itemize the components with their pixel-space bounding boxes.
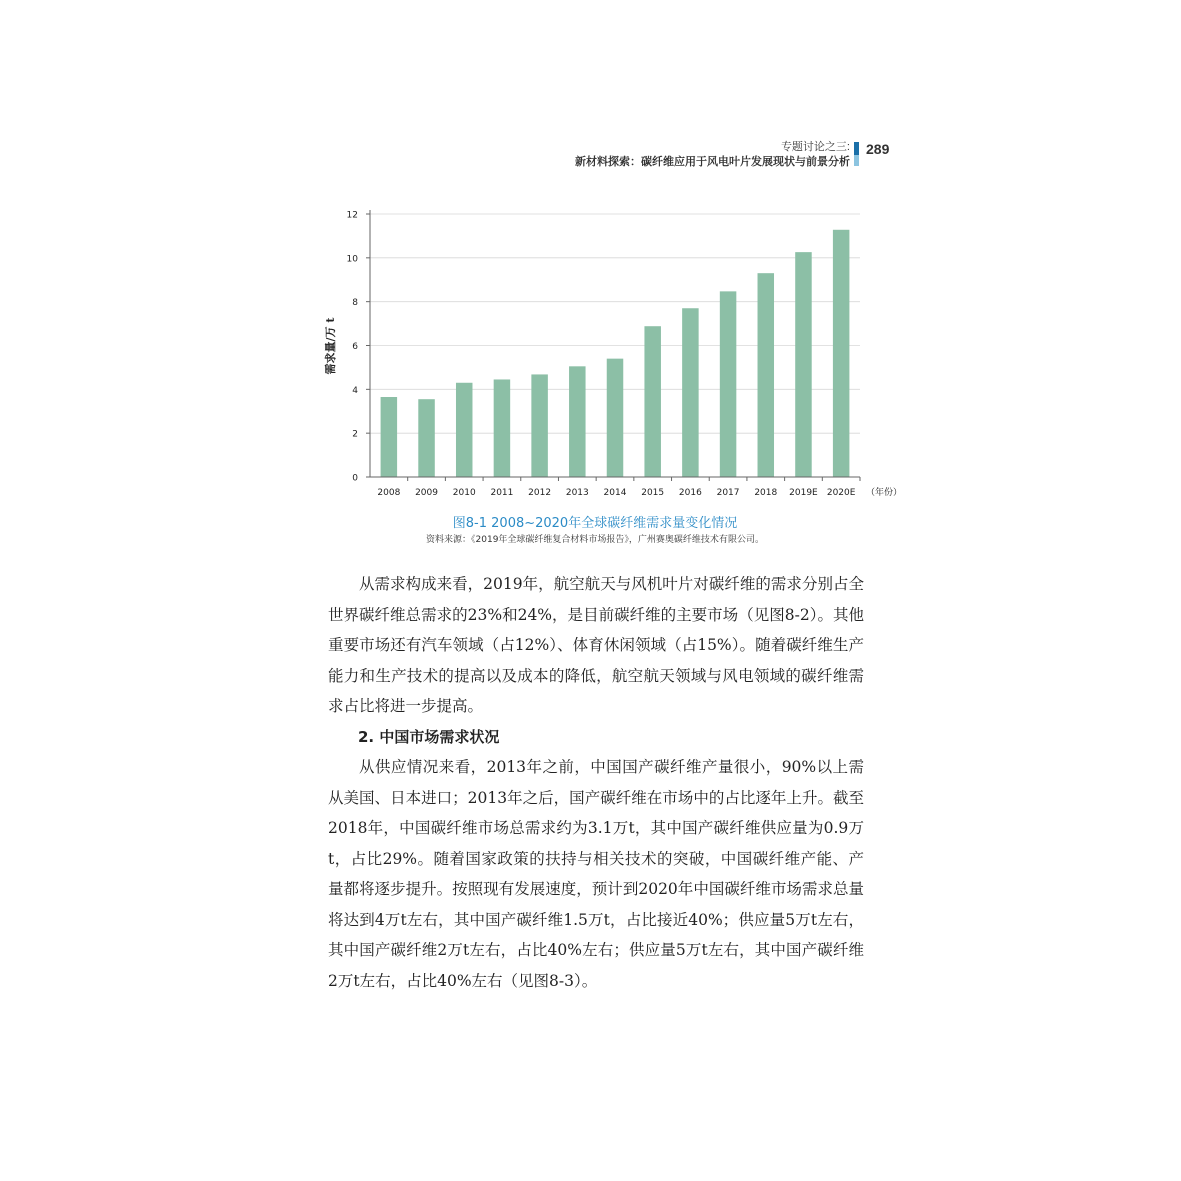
- x-tick-label: 2015: [641, 488, 665, 498]
- header-accent-bar: [854, 142, 859, 166]
- y-tick-label: 2: [352, 429, 358, 440]
- y-axis-ticks: [347, 211, 370, 484]
- bar-2010: [456, 383, 473, 477]
- figure-caption: 图8-1 2008~2020年全球碳纤维需求量变化情况: [452, 516, 738, 531]
- chart-bars: [381, 230, 850, 477]
- x-tick-label: 2017: [716, 488, 740, 498]
- figure-source: 资料来源：《2019年全球碳纤维复合材料市场报告》，广州赛奥碳纤维技术有限公司。: [426, 535, 764, 545]
- bar-2009: [418, 399, 435, 477]
- y-tick-label: 6: [352, 342, 358, 352]
- header-line-2: 新材料探索：碳纤维应用于风电叶片发展现状与前景分析: [575, 156, 850, 168]
- body-section-1: [328, 569, 864, 996]
- x-tick-label: 2020E: [826, 488, 856, 498]
- bar-2014: [607, 359, 624, 477]
- paragraph: 从需求构成来看，2019年，航空航天与风机叶片对碳纤维的需求分别占全世界碳纤维总需求的23%和24%，是目前碳纤维的主要市场（见图8-2）。其他重要市场还有汽车领域（占12%）、体育休闲领域（占15%）。随着碳纤维生产能力和生产技术的提高以及成本的降低，航空航天领域与风电领域的碳纤维需求占比将进一步提高。: [328, 575, 864, 715]
- y-axis-label: 需求量/万 t: [324, 317, 337, 375]
- y-tick-label: 0: [352, 473, 358, 484]
- y-tick-label: 8: [352, 298, 358, 309]
- x-tick-label: 2012: [528, 488, 552, 498]
- bar-2011: [494, 379, 511, 477]
- x-tick-label: 2014: [603, 488, 627, 498]
- x-tick-label: 2008: [377, 488, 401, 498]
- header-line-1: 专题讨论之三:: [780, 141, 850, 153]
- bar-2019E: [795, 252, 812, 477]
- x-tick-label: 2011: [490, 488, 514, 498]
- y-tick-label: 4: [352, 385, 358, 396]
- bar-2017: [720, 291, 737, 477]
- x-tick-label: 2009: [415, 488, 438, 498]
- bar-2018: [758, 273, 775, 477]
- bar-2013: [569, 366, 586, 477]
- running-header: [560, 140, 850, 170]
- section-heading: 2. 中国市场需求状况: [358, 727, 500, 746]
- paragraph: 从供应情况来看，2013年之前，中国国产碳纤维产量很小，90%以上需从美国、日本进口；2013年之后，国产碳纤维在市场中的占比逐年上升。截至2018年，中国碳纤维市场总需求约为3.1万t，其中国产碳纤维供应量为0.9万t，占比29%。随着国家政策的扶持与相关技术的突破，中国碳纤维产能、产量都将逐步提升。按照现有发展速度，预计到2020年中国碳纤维市场需求总量将达到4万t左右，其中国产碳纤维1.5万t，占比接近40%；供应量5万t左右，其中国产碳纤维2万t左右，占比40%左右；供应量5万t左右，其中国产碳纤维2万t左右，占比40%左右（见图8-3）。: [328, 758, 864, 990]
- page-number: 289: [866, 141, 890, 157]
- bar-2015: [644, 326, 661, 477]
- bar-2008: [381, 397, 398, 477]
- bar-2012: [531, 374, 548, 477]
- bar-2016: [682, 308, 699, 477]
- x-tick-label: 2018: [754, 488, 778, 498]
- demand-bar-chart: [320, 200, 910, 510]
- x-tick-label: 2016: [678, 488, 702, 498]
- bar-2020E: [833, 230, 850, 477]
- x-axis-label: （年份）: [866, 488, 903, 498]
- x-tick-label: 2010: [452, 488, 476, 498]
- x-tick-label: 2019E: [789, 488, 818, 498]
- x-tick-label: 2013: [565, 488, 589, 498]
- x-axis-ticks: [377, 477, 860, 498]
- y-tick-label: 10: [346, 254, 358, 265]
- y-tick-label: 12: [346, 210, 358, 221]
